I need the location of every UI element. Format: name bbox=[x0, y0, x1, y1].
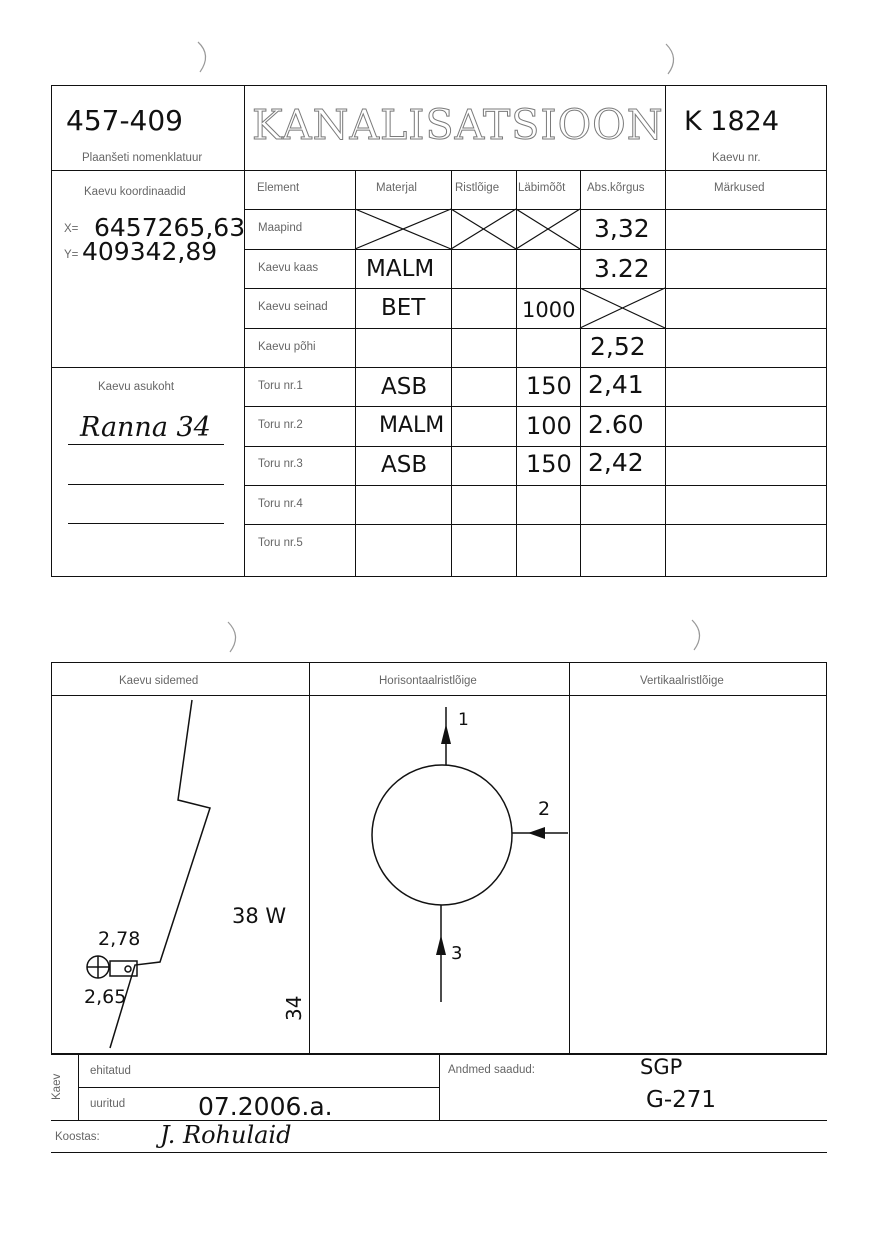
footer-line bbox=[439, 1054, 440, 1120]
built-label: ehitatud bbox=[90, 1065, 131, 1077]
col-header-diameter: Läbimõõt bbox=[518, 182, 566, 194]
diameter-value: 150 bbox=[526, 372, 572, 400]
elevation-value: 2,41 bbox=[588, 370, 644, 399]
footer-line bbox=[78, 1087, 439, 1088]
diameter-value: 1000 bbox=[522, 298, 576, 322]
nomenclature-label: Plaanšeti nomenklatuur bbox=[82, 152, 203, 164]
house-number-b: 34 bbox=[282, 995, 306, 1021]
elevation-value: 2,52 bbox=[590, 332, 646, 361]
coord-y-label: Y= bbox=[64, 249, 79, 261]
elevation-value: 2.60 bbox=[588, 410, 644, 439]
house-number-a: 38 W bbox=[232, 904, 287, 928]
well-number-label: Kaevu nr. bbox=[712, 152, 761, 164]
row-label: Toru nr.4 bbox=[258, 498, 303, 510]
col-header-cross-section: Ristlõige bbox=[455, 182, 500, 194]
horizontal-section-header: Horisontaalristlõige bbox=[379, 675, 477, 687]
ties-header: Kaevu sidemed bbox=[119, 675, 199, 687]
compiled-by: J. Rohulaid bbox=[160, 1121, 292, 1149]
material-value: MALM bbox=[366, 256, 435, 282]
tie-elevation-bottom: 2,65 bbox=[84, 986, 127, 1008]
pipe-label: 2 bbox=[538, 798, 551, 820]
pipe-label: 1 bbox=[458, 710, 469, 730]
footer-side-label: Kaev bbox=[51, 1073, 63, 1100]
diameter-value: 150 bbox=[526, 450, 572, 478]
row-label: Kaevu seinad bbox=[258, 301, 328, 313]
data-source-value: G-271 bbox=[646, 1087, 717, 1113]
compiled-label: Koostas: bbox=[55, 1131, 100, 1143]
row-label: Maapind bbox=[258, 222, 303, 234]
material-value: ASB bbox=[381, 374, 428, 400]
well-number-value: K 1824 bbox=[684, 106, 780, 137]
page-title: KANALISATSIOON bbox=[252, 101, 664, 149]
row-label: Toru nr.2 bbox=[258, 419, 303, 431]
location-value: Ranna 34 bbox=[80, 412, 211, 443]
row-label: Kaevu kaas bbox=[258, 262, 319, 274]
material-value: ASB bbox=[381, 452, 428, 478]
col-header-remarks: Märkused bbox=[714, 182, 765, 194]
col-header-elevation: Abs.kõrgus bbox=[587, 182, 645, 194]
coords-label: Kaevu koordinaadid bbox=[84, 186, 186, 198]
coord-x-value: 6457265,63 bbox=[94, 213, 246, 242]
material-value: BET bbox=[381, 295, 426, 321]
location-label: Kaevu asukoht bbox=[98, 381, 175, 393]
diameter-value: 100 bbox=[526, 412, 572, 440]
pipe-label: 3 bbox=[451, 943, 463, 964]
tie-elevation-top: 2,78 bbox=[98, 928, 141, 950]
elevation-value: 3,32 bbox=[594, 214, 650, 243]
vertical-section-header: Vertikaalristlõige bbox=[640, 675, 724, 687]
row-label: Toru nr.1 bbox=[258, 380, 303, 392]
elevation-value: 2,42 bbox=[588, 448, 644, 477]
elevation-value: 3.22 bbox=[594, 254, 650, 283]
material-value: MALM bbox=[379, 413, 445, 438]
surveyed-date: 07.2006.a. bbox=[198, 1092, 333, 1121]
data-source-value: SGP bbox=[640, 1055, 683, 1079]
row-label: Kaevu põhi bbox=[258, 341, 316, 353]
nomenclature-value: 457-409 bbox=[66, 104, 183, 137]
coord-x-label: X= bbox=[64, 223, 79, 235]
data-source-label: Andmed saadud: bbox=[448, 1064, 535, 1076]
row-label: Toru nr.5 bbox=[258, 537, 303, 549]
row-label: Toru nr.3 bbox=[258, 458, 303, 470]
footer-line bbox=[51, 1152, 827, 1153]
surveyed-label: uuritud bbox=[90, 1098, 126, 1110]
col-header-material: Materjal bbox=[376, 182, 417, 194]
coord-y-value: 409342,89 bbox=[82, 237, 218, 266]
col-header-element: Element bbox=[257, 182, 300, 194]
